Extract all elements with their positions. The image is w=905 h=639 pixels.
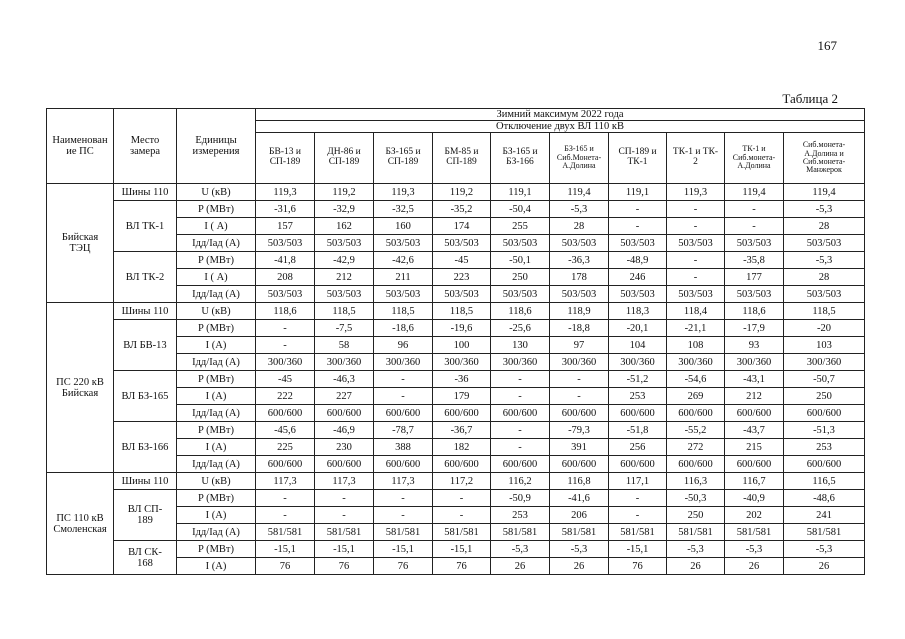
header-ps: Наименован ие ПС <box>47 109 114 184</box>
unit-cell: I ( А) <box>177 218 256 235</box>
ps-name: ПС 110 кВ Смоленская <box>47 473 114 575</box>
value-cell: -50,3 <box>667 490 725 507</box>
table-body <box>47 184 865 575</box>
value-cell: 116,5 <box>784 473 865 490</box>
value-cell: 178 <box>550 269 609 286</box>
value-cell: - <box>667 269 725 286</box>
value-cell: -21,1 <box>667 320 725 337</box>
value-cell: 269 <box>667 388 725 405</box>
value-cell: 600/600 <box>374 456 433 473</box>
measure-place: ВЛ БВ-13 <box>114 320 177 371</box>
value-cell: -32,5 <box>374 201 433 218</box>
value-cell: 300/360 <box>256 354 315 371</box>
value-cell: 28 <box>784 218 865 235</box>
value-cell: -15,1 <box>374 541 433 558</box>
table-row <box>47 371 865 388</box>
value-cell: 503/503 <box>256 286 315 303</box>
value-cell: 503/503 <box>550 235 609 252</box>
value-cell: 58 <box>315 337 374 354</box>
value-cell: 117,3 <box>374 473 433 490</box>
value-cell: 118,5 <box>433 303 491 320</box>
value-cell: 206 <box>550 507 609 524</box>
unit-cell: P (МВт) <box>177 490 256 507</box>
header-units: Единицы измерения <box>177 109 256 184</box>
value-cell: 162 <box>315 218 374 235</box>
value-cell: -50,4 <box>491 201 550 218</box>
value-cell: -42,9 <box>315 252 374 269</box>
value-cell: 503/503 <box>550 286 609 303</box>
value-cell: -45 <box>433 252 491 269</box>
value-cell: -5,3 <box>550 201 609 218</box>
unit-cell: P (МВт) <box>177 422 256 439</box>
value-cell: 119,1 <box>609 184 667 201</box>
value-cell: 117,1 <box>609 473 667 490</box>
value-cell: -36 <box>433 371 491 388</box>
value-cell: -51,2 <box>609 371 667 388</box>
value-cell: 503/503 <box>784 286 865 303</box>
table-row <box>47 303 865 320</box>
value-cell: 503/503 <box>667 235 725 252</box>
header-case: ДН-86 и СП-189 <box>315 133 374 184</box>
value-cell: 223 <box>433 269 491 286</box>
value-cell: - <box>256 337 315 354</box>
value-cell: 503/503 <box>667 286 725 303</box>
value-cell: 600/600 <box>491 405 550 422</box>
value-cell: 26 <box>491 558 550 575</box>
value-cell: 503/503 <box>609 286 667 303</box>
value-cell: 253 <box>784 439 865 456</box>
value-cell: -7,5 <box>315 320 374 337</box>
value-cell: 116,7 <box>725 473 784 490</box>
value-cell: - <box>433 507 491 524</box>
header-place: Место замера <box>114 109 177 184</box>
value-cell: 241 <box>784 507 865 524</box>
value-cell: 157 <box>256 218 315 235</box>
value-cell: 255 <box>491 218 550 235</box>
value-cell: 581/581 <box>609 524 667 541</box>
value-cell: 225 <box>256 439 315 456</box>
value-cell: 391 <box>550 439 609 456</box>
value-cell: - <box>491 439 550 456</box>
measure-place: ВЛ ТК-1 <box>114 201 177 252</box>
value-cell: 119,2 <box>433 184 491 201</box>
header-case: БМ-85 и СП-189 <box>433 133 491 184</box>
value-cell: 600/600 <box>609 456 667 473</box>
header-case: БЗ-165 и БЗ-166 <box>491 133 550 184</box>
header-case: БЗ-165 и СП-189 <box>374 133 433 184</box>
table-row <box>47 541 865 558</box>
value-cell: 119,4 <box>725 184 784 201</box>
value-cell: -41,8 <box>256 252 315 269</box>
value-cell: 119,3 <box>374 184 433 201</box>
unit-cell: Iдд/Iад (А) <box>177 354 256 371</box>
value-cell: 227 <box>315 388 374 405</box>
value-cell: 202 <box>725 507 784 524</box>
value-cell: -20 <box>784 320 865 337</box>
value-cell: 253 <box>609 388 667 405</box>
value-cell: 300/360 <box>609 354 667 371</box>
value-cell: 119,3 <box>256 184 315 201</box>
value-cell: 118,6 <box>725 303 784 320</box>
value-cell: -15,1 <box>609 541 667 558</box>
value-cell: 250 <box>784 388 865 405</box>
value-cell: 117,2 <box>433 473 491 490</box>
value-cell: 300/360 <box>667 354 725 371</box>
value-cell: 503/503 <box>315 235 374 252</box>
value-cell: 119,4 <box>784 184 865 201</box>
value-cell: 581/581 <box>256 524 315 541</box>
value-cell: 160 <box>374 218 433 235</box>
value-cell: - <box>725 218 784 235</box>
value-cell: 600/600 <box>784 456 865 473</box>
value-cell: -48,6 <box>784 490 865 507</box>
value-cell: 118,6 <box>256 303 315 320</box>
value-cell: -40,9 <box>725 490 784 507</box>
value-cell: 503/503 <box>315 286 374 303</box>
value-cell: -50,9 <box>491 490 550 507</box>
value-cell: -18,8 <box>550 320 609 337</box>
value-cell: 116,2 <box>491 473 550 490</box>
value-cell: 300/360 <box>491 354 550 371</box>
value-cell: -15,1 <box>256 541 315 558</box>
ps-name: ПС 220 кВ Бийская <box>47 303 114 473</box>
value-cell: -51,3 <box>784 422 865 439</box>
value-cell: 117,3 <box>315 473 374 490</box>
value-cell: 581/581 <box>784 524 865 541</box>
value-cell: -36,7 <box>433 422 491 439</box>
value-cell: -31,6 <box>256 201 315 218</box>
value-cell: 600/600 <box>374 405 433 422</box>
value-cell: - <box>491 388 550 405</box>
value-cell: - <box>550 388 609 405</box>
value-cell: - <box>256 507 315 524</box>
unit-cell: P (МВт) <box>177 201 256 218</box>
value-cell: 503/503 <box>374 235 433 252</box>
value-cell: 246 <box>609 269 667 286</box>
header-season: Зимний максимум 2022 года <box>256 109 865 121</box>
measure-place: Шины 110 <box>114 303 177 320</box>
value-cell: 26 <box>725 558 784 575</box>
value-cell: - <box>609 201 667 218</box>
measure-place: ВЛ БЗ-166 <box>114 422 177 473</box>
value-cell: 300/360 <box>784 354 865 371</box>
value-cell: 300/360 <box>725 354 784 371</box>
value-cell: -5,3 <box>550 541 609 558</box>
unit-cell: I ( А) <box>177 269 256 286</box>
value-cell: 76 <box>315 558 374 575</box>
value-cell: 230 <box>315 439 374 456</box>
value-cell: - <box>550 371 609 388</box>
value-cell: 118,4 <box>667 303 725 320</box>
value-cell: - <box>433 490 491 507</box>
value-cell: 179 <box>433 388 491 405</box>
value-cell: 76 <box>609 558 667 575</box>
header-case: СП-189 и ТК-1 <box>609 133 667 184</box>
unit-cell: Iдд/Iад (А) <box>177 524 256 541</box>
value-cell: -5,3 <box>491 541 550 558</box>
value-cell: 600/600 <box>315 405 374 422</box>
value-cell: 250 <box>491 269 550 286</box>
value-cell: -19,6 <box>433 320 491 337</box>
value-cell: 119,2 <box>315 184 374 201</box>
value-cell: 174 <box>433 218 491 235</box>
value-cell: -42,6 <box>374 252 433 269</box>
value-cell: 76 <box>374 558 433 575</box>
value-cell: 581/581 <box>315 524 374 541</box>
value-cell: 300/360 <box>315 354 374 371</box>
ps-name: Бийская ТЭЦ <box>47 184 114 303</box>
value-cell: 116,3 <box>667 473 725 490</box>
value-cell: 581/581 <box>550 524 609 541</box>
value-cell: 503/503 <box>609 235 667 252</box>
value-cell: 581/581 <box>725 524 784 541</box>
table-row <box>47 184 865 201</box>
value-cell: -50,7 <box>784 371 865 388</box>
value-cell: -45 <box>256 371 315 388</box>
value-cell: 119,1 <box>491 184 550 201</box>
value-cell: - <box>374 388 433 405</box>
value-cell: 600/600 <box>784 405 865 422</box>
measure-place: ВЛ СП- 189 <box>114 490 177 541</box>
page-number: 167 <box>817 38 837 53</box>
unit-cell: Iдд/Iад (А) <box>177 456 256 473</box>
value-cell: -78,7 <box>374 422 433 439</box>
header-case: ТК-1 и ТК- 2 <box>667 133 725 184</box>
value-cell: -48,9 <box>609 252 667 269</box>
value-cell: - <box>374 507 433 524</box>
value-cell: -79,3 <box>550 422 609 439</box>
value-cell: - <box>256 320 315 337</box>
value-cell: -46,3 <box>315 371 374 388</box>
table-row <box>47 473 865 490</box>
value-cell: - <box>725 201 784 218</box>
unit-cell: I (А) <box>177 439 256 456</box>
value-cell: 117,3 <box>256 473 315 490</box>
value-cell: 211 <box>374 269 433 286</box>
measure-place: Шины 110 <box>114 184 177 201</box>
value-cell: 215 <box>725 439 784 456</box>
value-cell: 100 <box>433 337 491 354</box>
value-cell: 28 <box>784 269 865 286</box>
table-header <box>47 109 865 184</box>
value-cell: -5,3 <box>784 201 865 218</box>
table-row <box>47 320 865 337</box>
value-cell: -43,7 <box>725 422 784 439</box>
value-cell: 600/600 <box>609 405 667 422</box>
value-cell: -15,1 <box>315 541 374 558</box>
value-cell: 118,3 <box>609 303 667 320</box>
value-cell: 103 <box>784 337 865 354</box>
value-cell: 581/581 <box>491 524 550 541</box>
value-cell: - <box>609 507 667 524</box>
value-cell: 600/600 <box>315 456 374 473</box>
unit-cell: U (кВ) <box>177 473 256 490</box>
unit-cell: Iдд/Iад (А) <box>177 235 256 252</box>
value-cell: -5,3 <box>725 541 784 558</box>
value-cell: -55,2 <box>667 422 725 439</box>
unit-cell: P (МВт) <box>177 320 256 337</box>
value-cell: - <box>315 507 374 524</box>
value-cell: 503/503 <box>725 235 784 252</box>
value-cell: 300/360 <box>374 354 433 371</box>
value-cell: 212 <box>725 388 784 405</box>
value-cell: 118,5 <box>315 303 374 320</box>
value-cell: - <box>374 371 433 388</box>
value-cell: - <box>667 218 725 235</box>
value-cell: -15,1 <box>433 541 491 558</box>
value-cell: - <box>374 490 433 507</box>
header-case: БВ-13 и СП-189 <box>256 133 315 184</box>
value-cell: 222 <box>256 388 315 405</box>
value-cell: 503/503 <box>256 235 315 252</box>
value-cell: 503/503 <box>374 286 433 303</box>
value-cell: 600/600 <box>256 456 315 473</box>
header-case: БЗ-165 и Сиб.Монета- А.Долина <box>550 133 609 184</box>
value-cell: -18,6 <box>374 320 433 337</box>
value-cell: -20,1 <box>609 320 667 337</box>
value-cell: -5,3 <box>784 541 865 558</box>
value-cell: 600/600 <box>433 405 491 422</box>
value-cell: 250 <box>667 507 725 524</box>
value-cell: 600/600 <box>667 456 725 473</box>
header-case: ТК-1 и Сиб.монета- А.Долина <box>725 133 784 184</box>
value-cell: 26 <box>667 558 725 575</box>
value-cell: -51,8 <box>609 422 667 439</box>
unit-cell: U (кВ) <box>177 184 256 201</box>
value-cell: 208 <box>256 269 315 286</box>
table-row <box>47 422 865 439</box>
value-cell: -46,9 <box>315 422 374 439</box>
value-cell: - <box>491 422 550 439</box>
header-case: Сиб.монета- А.Долина и Сиб.монета- Манжерок <box>784 133 865 184</box>
value-cell: - <box>491 371 550 388</box>
value-cell: 212 <box>315 269 374 286</box>
value-cell: 388 <box>374 439 433 456</box>
value-cell: 503/503 <box>433 286 491 303</box>
value-cell: 118,9 <box>550 303 609 320</box>
value-cell: -41,6 <box>550 490 609 507</box>
value-cell: 118,5 <box>374 303 433 320</box>
value-cell: 97 <box>550 337 609 354</box>
value-cell: - <box>256 490 315 507</box>
value-cell: - <box>315 490 374 507</box>
value-cell: 581/581 <box>374 524 433 541</box>
value-cell: -5,3 <box>784 252 865 269</box>
value-cell: 272 <box>667 439 725 456</box>
unit-cell: P (МВт) <box>177 541 256 558</box>
value-cell: - <box>667 252 725 269</box>
table-label: Таблица 2 <box>782 91 838 106</box>
value-cell: 256 <box>609 439 667 456</box>
value-cell: 600/600 <box>433 456 491 473</box>
value-cell: 503/503 <box>433 235 491 252</box>
measure-place: ВЛ БЗ-165 <box>114 371 177 422</box>
value-cell: - <box>609 218 667 235</box>
value-cell: 76 <box>256 558 315 575</box>
value-cell: 600/600 <box>550 405 609 422</box>
value-cell: 600/600 <box>256 405 315 422</box>
value-cell: 28 <box>550 218 609 235</box>
value-cell: -35,8 <box>725 252 784 269</box>
value-cell: -17,9 <box>725 320 784 337</box>
value-cell: -36,3 <box>550 252 609 269</box>
value-cell: 581/581 <box>667 524 725 541</box>
unit-cell: I (А) <box>177 337 256 354</box>
value-cell: 116,8 <box>550 473 609 490</box>
unit-cell: I (А) <box>177 507 256 524</box>
value-cell: -32,9 <box>315 201 374 218</box>
measure-place: Шины 110 <box>114 473 177 490</box>
value-cell: 503/503 <box>491 235 550 252</box>
value-cell: 600/600 <box>491 456 550 473</box>
value-cell: 600/600 <box>550 456 609 473</box>
unit-cell: I (А) <box>177 558 256 575</box>
value-cell: 177 <box>725 269 784 286</box>
value-cell: 118,5 <box>784 303 865 320</box>
value-cell: 581/581 <box>433 524 491 541</box>
table-row <box>47 201 865 218</box>
value-cell: - <box>609 490 667 507</box>
value-cell: -25,6 <box>491 320 550 337</box>
value-cell: 600/600 <box>667 405 725 422</box>
unit-cell: Iдд/Iад (А) <box>177 405 256 422</box>
value-cell: 600/600 <box>725 456 784 473</box>
value-cell: 26 <box>784 558 865 575</box>
unit-cell: Iдд/Iад (А) <box>177 286 256 303</box>
value-cell: 300/360 <box>550 354 609 371</box>
value-cell: 503/503 <box>725 286 784 303</box>
value-cell: -35,2 <box>433 201 491 218</box>
value-cell: 182 <box>433 439 491 456</box>
value-cell: - <box>667 201 725 218</box>
value-cell: -54,6 <box>667 371 725 388</box>
header-scenario: Отключение двух ВЛ 110 кВ <box>256 121 865 133</box>
value-cell: 300/360 <box>433 354 491 371</box>
value-cell: 96 <box>374 337 433 354</box>
value-cell: -45,6 <box>256 422 315 439</box>
value-cell: 503/503 <box>784 235 865 252</box>
value-cell: 118,6 <box>491 303 550 320</box>
value-cell: 600/600 <box>725 405 784 422</box>
value-cell: 130 <box>491 337 550 354</box>
value-cell: 119,4 <box>550 184 609 201</box>
value-cell: 108 <box>667 337 725 354</box>
value-cell: -43,1 <box>725 371 784 388</box>
unit-cell: P (МВт) <box>177 252 256 269</box>
unit-cell: I (А) <box>177 388 256 405</box>
measure-place: ВЛ ТК-2 <box>114 252 177 303</box>
value-cell: 503/503 <box>491 286 550 303</box>
value-cell: 119,3 <box>667 184 725 201</box>
unit-cell: P (МВт) <box>177 371 256 388</box>
value-cell: -50,1 <box>491 252 550 269</box>
table-row <box>47 490 865 507</box>
value-cell: 76 <box>433 558 491 575</box>
value-cell: 104 <box>609 337 667 354</box>
value-cell: 93 <box>725 337 784 354</box>
table-row <box>47 252 865 269</box>
measure-place: ВЛ СК- 168 <box>114 541 177 575</box>
unit-cell: U (кВ) <box>177 303 256 320</box>
results-table <box>46 108 865 575</box>
value-cell: 26 <box>550 558 609 575</box>
value-cell: -5,3 <box>667 541 725 558</box>
value-cell: 253 <box>491 507 550 524</box>
